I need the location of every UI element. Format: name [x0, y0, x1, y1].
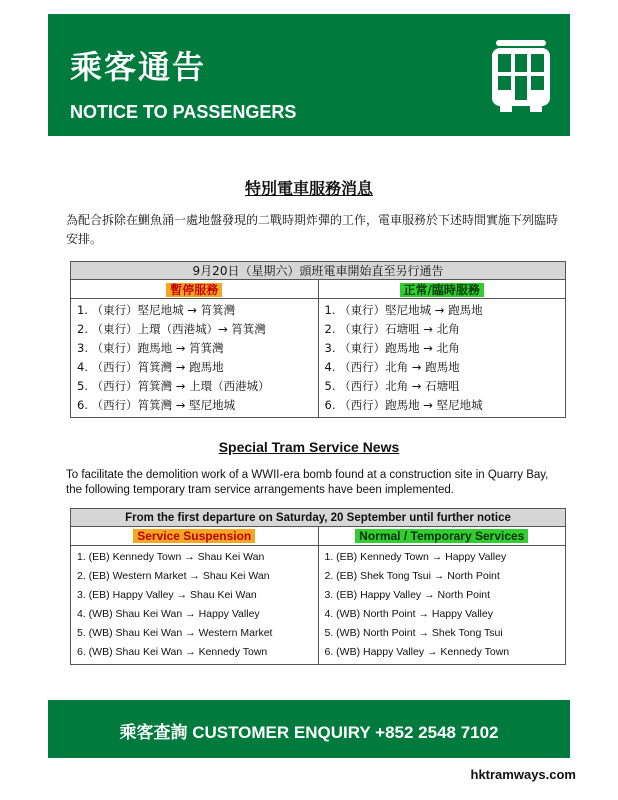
- list-item: 3. (EB) Happy Valley → Shau Kei Wan: [77, 589, 257, 601]
- list-item: 4. (WB) North Point → Happy Valley: [324, 608, 493, 620]
- tram-icon: [488, 38, 554, 114]
- list-item: 3. （東行）跑馬地 → 北角: [324, 341, 460, 355]
- list-item: 4. （西行）北角 → 跑馬地: [324, 360, 460, 374]
- normal-service-header: 正常/臨時服務: [318, 280, 566, 299]
- suspended-routes-list: [71, 299, 319, 418]
- list-item: 5. （西行）筲箕灣 → 上環（西港城）: [77, 379, 270, 393]
- suspension-header: 暫停服務: [71, 280, 319, 299]
- table-caption: From the first departure on Saturday, 20 September until further notice: [71, 509, 566, 527]
- normal-service-header: Normal / Temporary Services: [318, 527, 566, 546]
- chinese-title: 特別電車服務消息: [244, 179, 373, 198]
- list-item: 2. （東行）上環（西港城）→ 筲箕灣: [77, 322, 266, 336]
- list-item: 1. （東行）堅尼地城 → 跑馬地: [324, 303, 483, 317]
- list-item: 4. (WB) Shau Kei Wan → Happy Valley: [77, 608, 260, 620]
- list-item: 6. (WB) Shau Kei Wan → Kennedy Town: [77, 646, 268, 658]
- list-item: 2. (EB) Shek Tong Tsui → North Point: [324, 570, 500, 582]
- list-item: 6. (WB) Happy Valley → Kennedy Town: [324, 646, 510, 658]
- list-item: 3. (EB) Happy Valley → North Point: [324, 589, 491, 601]
- notice-header-banner: [48, 14, 570, 136]
- header-title-zh: 乘客通告: [70, 48, 207, 86]
- header-title-en: NOTICE TO PASSENGERS: [70, 102, 297, 122]
- website-link[interactable]: hktramways.com: [470, 767, 576, 782]
- list-item: 3. （東行）跑馬地 → 筲箕灣: [77, 341, 224, 355]
- enquiry-text: 乘客查詢 CUSTOMER ENQUIRY +852 2548 7102: [119, 723, 499, 742]
- english-service-table: [70, 508, 566, 665]
- english-title: Special Tram Service News: [218, 439, 400, 455]
- normal-routes-list: [318, 299, 566, 418]
- suspension-header: Service Suspension: [71, 527, 319, 546]
- chinese-paragraph: 為配合拆除在鰂魚涌一處地盤發現的二戰時期炸彈的工作，電車服務於下述時間實施下列臨時安排。: [66, 213, 559, 246]
- list-item: 1. （東行）堅尼地城 → 筲箕灣: [77, 303, 236, 317]
- list-item: 6. （西行）跑馬地 → 堅尼地城: [324, 398, 483, 412]
- table-caption: 9月20日（星期六）頭班電車開始直至另行通告: [71, 262, 566, 280]
- list-item: 2. (EB) Western Market → Shau Kei Wan: [77, 570, 270, 582]
- list-item: 5. (WB) Shau Kei Wan → Western Market: [77, 627, 273, 639]
- list-item: 5. （西行）北角 → 石塘咀: [324, 379, 460, 393]
- chinese-service-table: [70, 261, 566, 418]
- list-item: 1. (EB) Kennedy Town → Happy Valley: [324, 551, 507, 563]
- customer-enquiry-footer: [48, 700, 570, 758]
- list-item: 4. （西行）筲箕灣 → 跑馬地: [77, 360, 224, 374]
- list-item: 6. （西行）筲箕灣 → 堅尼地城: [77, 398, 236, 412]
- list-item: 2. （東行）石塘咀 → 北角: [324, 322, 460, 336]
- normal-routes-list: [318, 546, 566, 665]
- english-paragraph: To facilitate the demolition work of a WWII-era bomb found at a construction site in Quarry Bay, the following temporary tram service arrangements have been implemented.: [66, 469, 549, 496]
- list-item: 1. (EB) Kennedy Town → Shau Kei Wan: [77, 551, 265, 563]
- suspended-routes-list: [71, 546, 319, 665]
- list-item: 5. (WB) North Point → Shek Tong Tsui: [324, 627, 503, 639]
